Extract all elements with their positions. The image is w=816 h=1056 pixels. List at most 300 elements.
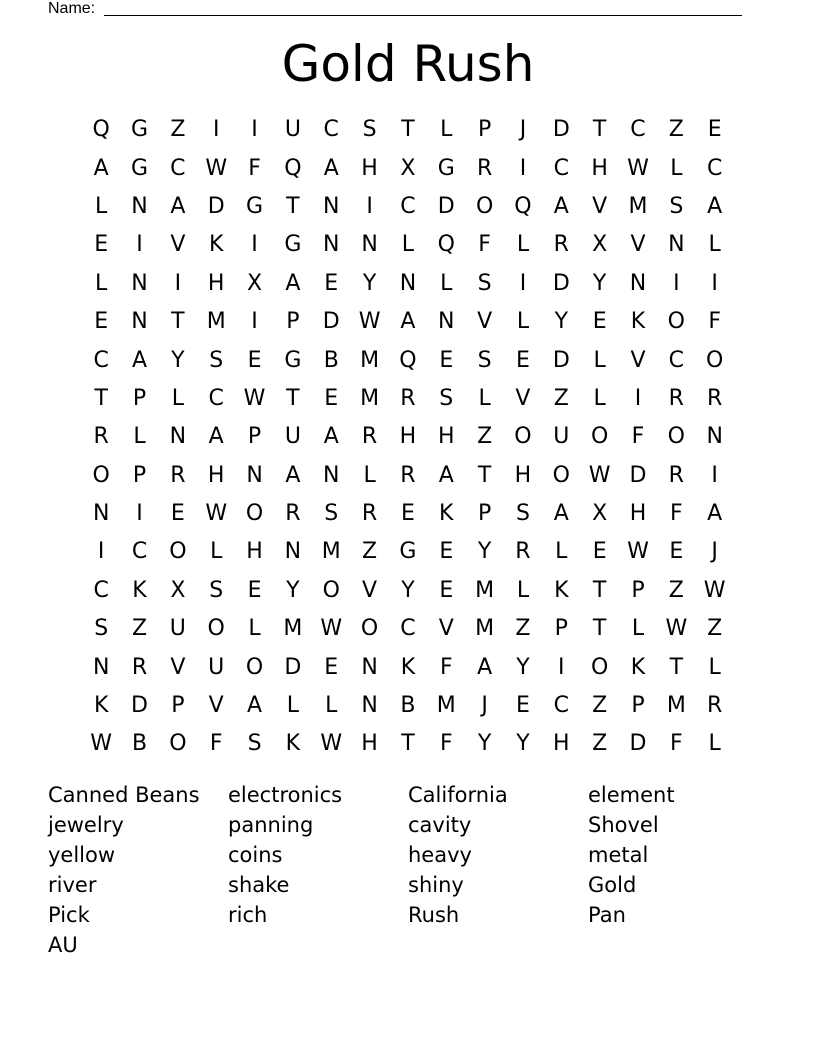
grid-cell: K <box>439 501 454 527</box>
word-list-item: Rush <box>408 903 460 927</box>
grid-cell: E <box>400 501 415 527</box>
grid-cell: T <box>286 385 300 411</box>
grid-cell: I <box>136 232 143 258</box>
grid-cell: T <box>94 385 108 411</box>
grid-cell: F <box>209 731 223 757</box>
word-list-item: jewelry <box>48 813 124 837</box>
grid-cell: Z <box>131 616 148 642</box>
grid-cell: Y <box>592 270 607 296</box>
grid-cell: N <box>323 232 340 258</box>
grid-cell: E <box>439 577 454 603</box>
grid-cell: J <box>519 117 527 143</box>
word-list-item: river <box>48 873 97 897</box>
grid-cell: N <box>668 232 685 258</box>
grid-cell: E <box>324 654 339 680</box>
grid-cell: R <box>668 385 684 411</box>
grid-cell: A <box>400 309 416 335</box>
grid-cell: P <box>631 577 645 603</box>
grid-cell: L <box>363 462 376 488</box>
word-list-item: yellow <box>48 843 116 867</box>
grid-cell: E <box>94 232 109 258</box>
word-list-item: Canned Beans <box>48 783 200 807</box>
grid-cell: C <box>400 193 416 219</box>
grid-row <box>82 341 734 379</box>
grid-cell: L <box>133 424 146 450</box>
grid-cell: O <box>169 731 187 757</box>
grid-cell: C <box>706 155 723 181</box>
grid-cell: W <box>243 385 266 411</box>
grid-cell: R <box>515 539 531 565</box>
grid-cell: E <box>439 539 454 565</box>
grid-cell: A <box>285 270 301 296</box>
grid-cell: Z <box>592 731 608 757</box>
word-list-item: coins <box>228 843 283 867</box>
word-list-item: Pan <box>588 903 626 927</box>
grid-cell: N <box>92 501 110 527</box>
grid-cell: Z <box>553 385 569 411</box>
grid-cell: M <box>321 539 341 565</box>
grid-cell: I <box>251 117 258 143</box>
grid-cell: I <box>97 539 105 565</box>
word-list-item: metal <box>588 843 649 867</box>
grid-cell: H <box>207 462 225 488</box>
grid-cell: O <box>590 654 609 680</box>
grid-row <box>82 111 734 149</box>
grid-cell: J <box>481 693 488 719</box>
grid-cell: O <box>92 462 110 488</box>
grid-cell: P <box>132 385 147 411</box>
grid-cell: I <box>251 309 258 335</box>
grid-cell: B <box>323 347 339 373</box>
grid-cell: X <box>170 577 186 603</box>
grid-cell: O <box>552 462 570 488</box>
grid-cell: S <box>515 501 530 527</box>
grid-row <box>82 648 734 686</box>
grid-cell: I <box>558 654 565 680</box>
grid-cell: R <box>553 232 569 258</box>
grid-cell: B <box>131 731 148 757</box>
grid-cell: T <box>286 193 300 219</box>
grid-cell: C <box>93 577 109 603</box>
word-list-item: cavity <box>408 813 472 837</box>
grid-cell: V <box>170 232 186 258</box>
word-list-item: AU <box>48 933 78 957</box>
grid-cell: O <box>360 616 379 642</box>
grid-cell: A <box>553 501 569 527</box>
grid-cell: I <box>634 385 642 411</box>
grid-cell: E <box>170 501 185 527</box>
grid-row <box>82 418 734 456</box>
grid-cell: N <box>284 539 302 565</box>
grid-cell: C <box>553 155 569 181</box>
grid-cell: L <box>325 693 338 719</box>
grid-cell: X <box>592 501 608 527</box>
grid-cell: R <box>400 462 416 488</box>
grid-cell: W <box>205 155 228 181</box>
word-list-item: shake <box>228 873 290 897</box>
grid-cell: L <box>708 731 721 757</box>
grid-row <box>82 303 734 341</box>
grid-cell: K <box>132 577 147 603</box>
grid-cell: P <box>477 501 492 527</box>
grid-cell: O <box>706 347 724 373</box>
grid-cell: S <box>477 270 492 296</box>
grid-cell: I <box>673 270 680 296</box>
grid-cell: S <box>477 347 492 373</box>
grid-cell: C <box>553 693 569 719</box>
word-list-item: heavy <box>408 843 472 867</box>
grid-row <box>82 495 734 533</box>
grid-cell: S <box>209 577 224 603</box>
grid-cell: P <box>286 309 300 335</box>
grid-cell: M <box>360 385 380 411</box>
grid-cell: P <box>132 462 147 488</box>
grid-cell: N <box>629 270 647 296</box>
grid-cell: R <box>476 155 493 181</box>
grid-cell: L <box>516 232 530 258</box>
grid-cell: Y <box>286 577 300 603</box>
grid-cell: L <box>95 193 108 219</box>
grid-cell: C <box>170 155 186 181</box>
word-list-item: Shovel <box>588 813 659 837</box>
grid-cell: Z <box>170 117 186 143</box>
grid-cell: D <box>552 270 570 296</box>
grid-cell: T <box>592 616 607 642</box>
grid-cell: S <box>94 616 109 642</box>
grid-cell: N <box>169 424 187 450</box>
grid-cell: I <box>366 193 373 219</box>
grid-cell: E <box>324 385 339 411</box>
grid-cell: F <box>439 731 453 757</box>
grid-cell: Q <box>399 347 417 373</box>
grid-cell: U <box>284 424 301 450</box>
grid-cell: E <box>592 539 607 565</box>
grid-cell: N <box>323 462 340 488</box>
grid-cell: Q <box>284 155 302 181</box>
grid-cell: H <box>437 424 455 450</box>
grid-cell: L <box>440 117 453 143</box>
grid-cell: K <box>630 654 646 680</box>
grid-cell: N <box>361 654 378 680</box>
grid-cell: A <box>477 654 493 680</box>
grid-cell: F <box>439 654 453 680</box>
grid-cell: W <box>588 462 611 488</box>
grid-cell: S <box>669 193 684 219</box>
grid-cell: P <box>171 693 185 719</box>
grid-cell: C <box>400 616 416 642</box>
grid-cell: X <box>400 155 416 181</box>
word-list <box>48 780 768 960</box>
grid-cell: P <box>631 693 645 719</box>
grid-cell: C <box>668 347 685 373</box>
grid-cell: G <box>130 155 149 181</box>
grid-cell: L <box>708 232 721 258</box>
grid-cell: Y <box>401 577 415 603</box>
grid-cell: G <box>437 155 455 181</box>
grid-cell: G <box>246 193 264 219</box>
grid-cell: O <box>207 616 225 642</box>
grid-cell: T <box>401 731 415 757</box>
grid-cell: A <box>170 193 186 219</box>
grid-cell: X <box>592 232 608 258</box>
grid-cell: F <box>670 501 683 527</box>
grid-cell: N <box>131 270 148 296</box>
grid-cell: V <box>592 193 608 219</box>
grid-cell: Q <box>92 117 110 143</box>
grid-cell: K <box>400 654 416 680</box>
grid-cell: Y <box>477 539 492 565</box>
grid-cell: Y <box>516 731 530 757</box>
grid-cell: E <box>592 309 607 335</box>
grid-cell: N <box>131 309 148 335</box>
grid-cell: G <box>399 539 417 565</box>
grid-cell: H <box>591 155 608 181</box>
name-field <box>48 0 95 18</box>
grid-cell: K <box>285 731 301 757</box>
grid-cell: U <box>284 117 301 143</box>
grid-row <box>82 226 734 264</box>
grid-row <box>82 572 734 610</box>
grid-row <box>82 188 734 226</box>
grid-cell: T <box>477 462 492 488</box>
grid-cell: F <box>248 155 261 181</box>
word-list-item: rich <box>228 903 268 927</box>
grid-cell: W <box>703 577 726 603</box>
grid-cell: S <box>362 117 377 143</box>
grid-cell: Z <box>362 539 378 565</box>
grid-cell: I <box>212 117 220 143</box>
grid-cell: U <box>553 424 570 450</box>
grid-cell: A <box>707 501 723 527</box>
grid-cell: D <box>629 462 647 488</box>
grid-cell: F <box>631 424 645 450</box>
grid-cell: I <box>711 462 718 488</box>
grid-cell: I <box>174 270 182 296</box>
grid-cell: Z <box>515 616 531 642</box>
grid-cell: Q <box>514 193 532 219</box>
grid-cell: M <box>360 347 380 373</box>
word-list-item: panning <box>228 813 314 837</box>
grid-cell: W <box>358 309 381 335</box>
grid-cell: Y <box>171 347 185 373</box>
grid-cell: A <box>131 347 148 373</box>
grid-cell: K <box>208 232 224 258</box>
grid-cell: L <box>631 616 645 642</box>
grid-cell: C <box>323 117 339 143</box>
grid-cell: T <box>171 309 185 335</box>
grid-cell: D <box>131 693 148 719</box>
grid-cell: Z <box>477 424 493 450</box>
grid-cell: E <box>439 347 454 373</box>
grid-cell: Y <box>516 654 530 680</box>
grid-cell: N <box>361 232 378 258</box>
grid-cell: L <box>593 385 606 411</box>
word-list-item: Gold <box>588 873 637 897</box>
grid-row <box>82 687 734 725</box>
grid-cell: P <box>554 616 568 642</box>
page-title: Gold Rush <box>281 35 535 93</box>
grid-row <box>82 533 734 571</box>
grid-cell: E <box>94 309 109 335</box>
grid-cell: N <box>438 309 455 335</box>
grid-cell: H <box>629 501 647 527</box>
grid-cell: O <box>667 309 685 335</box>
grid-cell: R <box>285 501 301 527</box>
grid-cell: W <box>205 501 228 527</box>
grid-cell: R <box>361 424 378 450</box>
grid-cell: N <box>92 654 110 680</box>
grid-cell: O <box>245 501 264 527</box>
grid-cell: S <box>209 347 224 373</box>
grid-cell: E <box>669 539 684 565</box>
grid-cell: R <box>400 385 416 411</box>
grid-row <box>82 149 734 187</box>
grid-cell: Y <box>477 731 492 757</box>
grid-row <box>82 725 734 763</box>
grid-cell: N <box>399 270 417 296</box>
grid-cell: N <box>323 193 340 219</box>
grid-cell: N <box>131 193 148 219</box>
word-list-item: California <box>408 783 508 807</box>
grid-cell: N <box>706 424 723 450</box>
grid-cell: E <box>707 117 722 143</box>
grid-cell: R <box>361 501 378 527</box>
grid-cell: L <box>593 347 606 373</box>
grid-cell: C <box>208 385 224 411</box>
grid-cell: F <box>478 232 491 258</box>
grid-cell: D <box>552 117 570 143</box>
word-list-item: Pick <box>48 903 90 927</box>
grid-cell: Q <box>437 232 455 258</box>
grid-cell: P <box>247 424 262 450</box>
grid-cell: R <box>707 385 723 411</box>
grid-cell: N <box>246 462 263 488</box>
grid-cell: R <box>93 424 109 450</box>
grid-cell: A <box>323 155 339 181</box>
grid-cell: R <box>170 462 186 488</box>
grid-row <box>82 610 734 648</box>
grid-cell: L <box>248 616 261 642</box>
grid-cell: K <box>93 693 109 719</box>
grid-cell: Z <box>707 616 723 642</box>
name-line <box>104 15 742 16</box>
grid-cell: A <box>285 462 301 488</box>
grid-cell: V <box>515 385 531 411</box>
grid-cell: W <box>627 539 649 565</box>
grid-cell: L <box>95 270 108 296</box>
grid-cell: E <box>247 577 262 603</box>
grid-cell: D <box>284 654 302 680</box>
grid-cell: O <box>475 193 494 219</box>
grid-cell: L <box>708 654 721 680</box>
grid-cell: T <box>592 577 607 603</box>
grid-cell: V <box>630 347 646 373</box>
grid-cell: I <box>711 270 718 296</box>
grid-cell: K <box>630 309 646 335</box>
grid-cell: G <box>130 117 149 143</box>
grid-cell: A <box>553 193 569 219</box>
grid-cell: X <box>247 270 263 296</box>
grid-cell: M <box>206 309 226 335</box>
grid-cell: L <box>401 232 415 258</box>
grid-cell: H <box>246 539 263 565</box>
grid-cell: D <box>437 193 455 219</box>
grid-cell: E <box>247 347 262 373</box>
grid-cell: U <box>169 616 186 642</box>
grid-cell: Y <box>554 309 569 335</box>
grid-cell: W <box>90 731 113 757</box>
grid-cell: M <box>628 193 648 219</box>
grid-cell: H <box>361 155 378 181</box>
grid-cell: S <box>439 385 454 411</box>
grid-cell: C <box>93 347 109 373</box>
grid-cell: Z <box>668 117 684 143</box>
grid-cell: V <box>208 693 224 719</box>
grid-cell: R <box>668 462 684 488</box>
name-label: Name: <box>48 0 96 17</box>
grid-cell: L <box>171 385 184 411</box>
grid-cell: T <box>592 117 607 143</box>
grid-cell: A <box>438 462 454 488</box>
grid-cell: V <box>438 616 454 642</box>
grid-cell: D <box>207 193 225 219</box>
grid-cell: O <box>245 654 264 680</box>
grid-cell: O <box>169 539 187 565</box>
grid-cell: L <box>210 539 223 565</box>
grid-cell: M <box>436 693 456 719</box>
grid-cell: W <box>320 731 343 757</box>
grid-cell: L <box>440 270 453 296</box>
grid-cell: I <box>519 270 527 296</box>
grid-cell: L <box>516 309 530 335</box>
grid-cell: D <box>552 347 570 373</box>
grid-cell: I <box>251 232 258 258</box>
grid-cell: W <box>627 155 649 181</box>
grid-cell: W <box>665 616 688 642</box>
grid-cell: S <box>247 731 262 757</box>
grid-row <box>82 380 734 418</box>
grid-cell: D <box>629 731 647 757</box>
grid-cell: V <box>170 654 186 680</box>
grid-cell: T <box>669 654 684 680</box>
grid-cell: A <box>93 155 109 181</box>
grid-cell: F <box>708 309 721 335</box>
grid-cell: U <box>208 654 225 680</box>
grid-cell: H <box>207 270 225 296</box>
grid-cell: O <box>667 424 685 450</box>
word-list-item: shiny <box>408 873 464 897</box>
grid-cell: E <box>324 270 339 296</box>
grid-cell: M <box>283 616 303 642</box>
grid-cell: H <box>361 731 378 757</box>
grid-cell: V <box>630 232 646 258</box>
grid-cell: A <box>707 193 723 219</box>
word-list-item: element <box>588 783 675 807</box>
grid-cell: I <box>136 501 143 527</box>
grid-cell: O <box>322 577 340 603</box>
grid-cell: R <box>131 654 148 680</box>
grid-cell: F <box>670 731 683 757</box>
grid-cell: W <box>320 616 343 642</box>
grid-row <box>82 265 734 303</box>
grid-cell: Z <box>592 693 608 719</box>
grid-cell: G <box>284 347 302 373</box>
grid-cell: V <box>362 577 378 603</box>
grid-cell: V <box>477 309 493 335</box>
grid-cell: B <box>400 693 416 719</box>
grid-cell: M <box>666 693 686 719</box>
grid-cell: L <box>516 577 530 603</box>
